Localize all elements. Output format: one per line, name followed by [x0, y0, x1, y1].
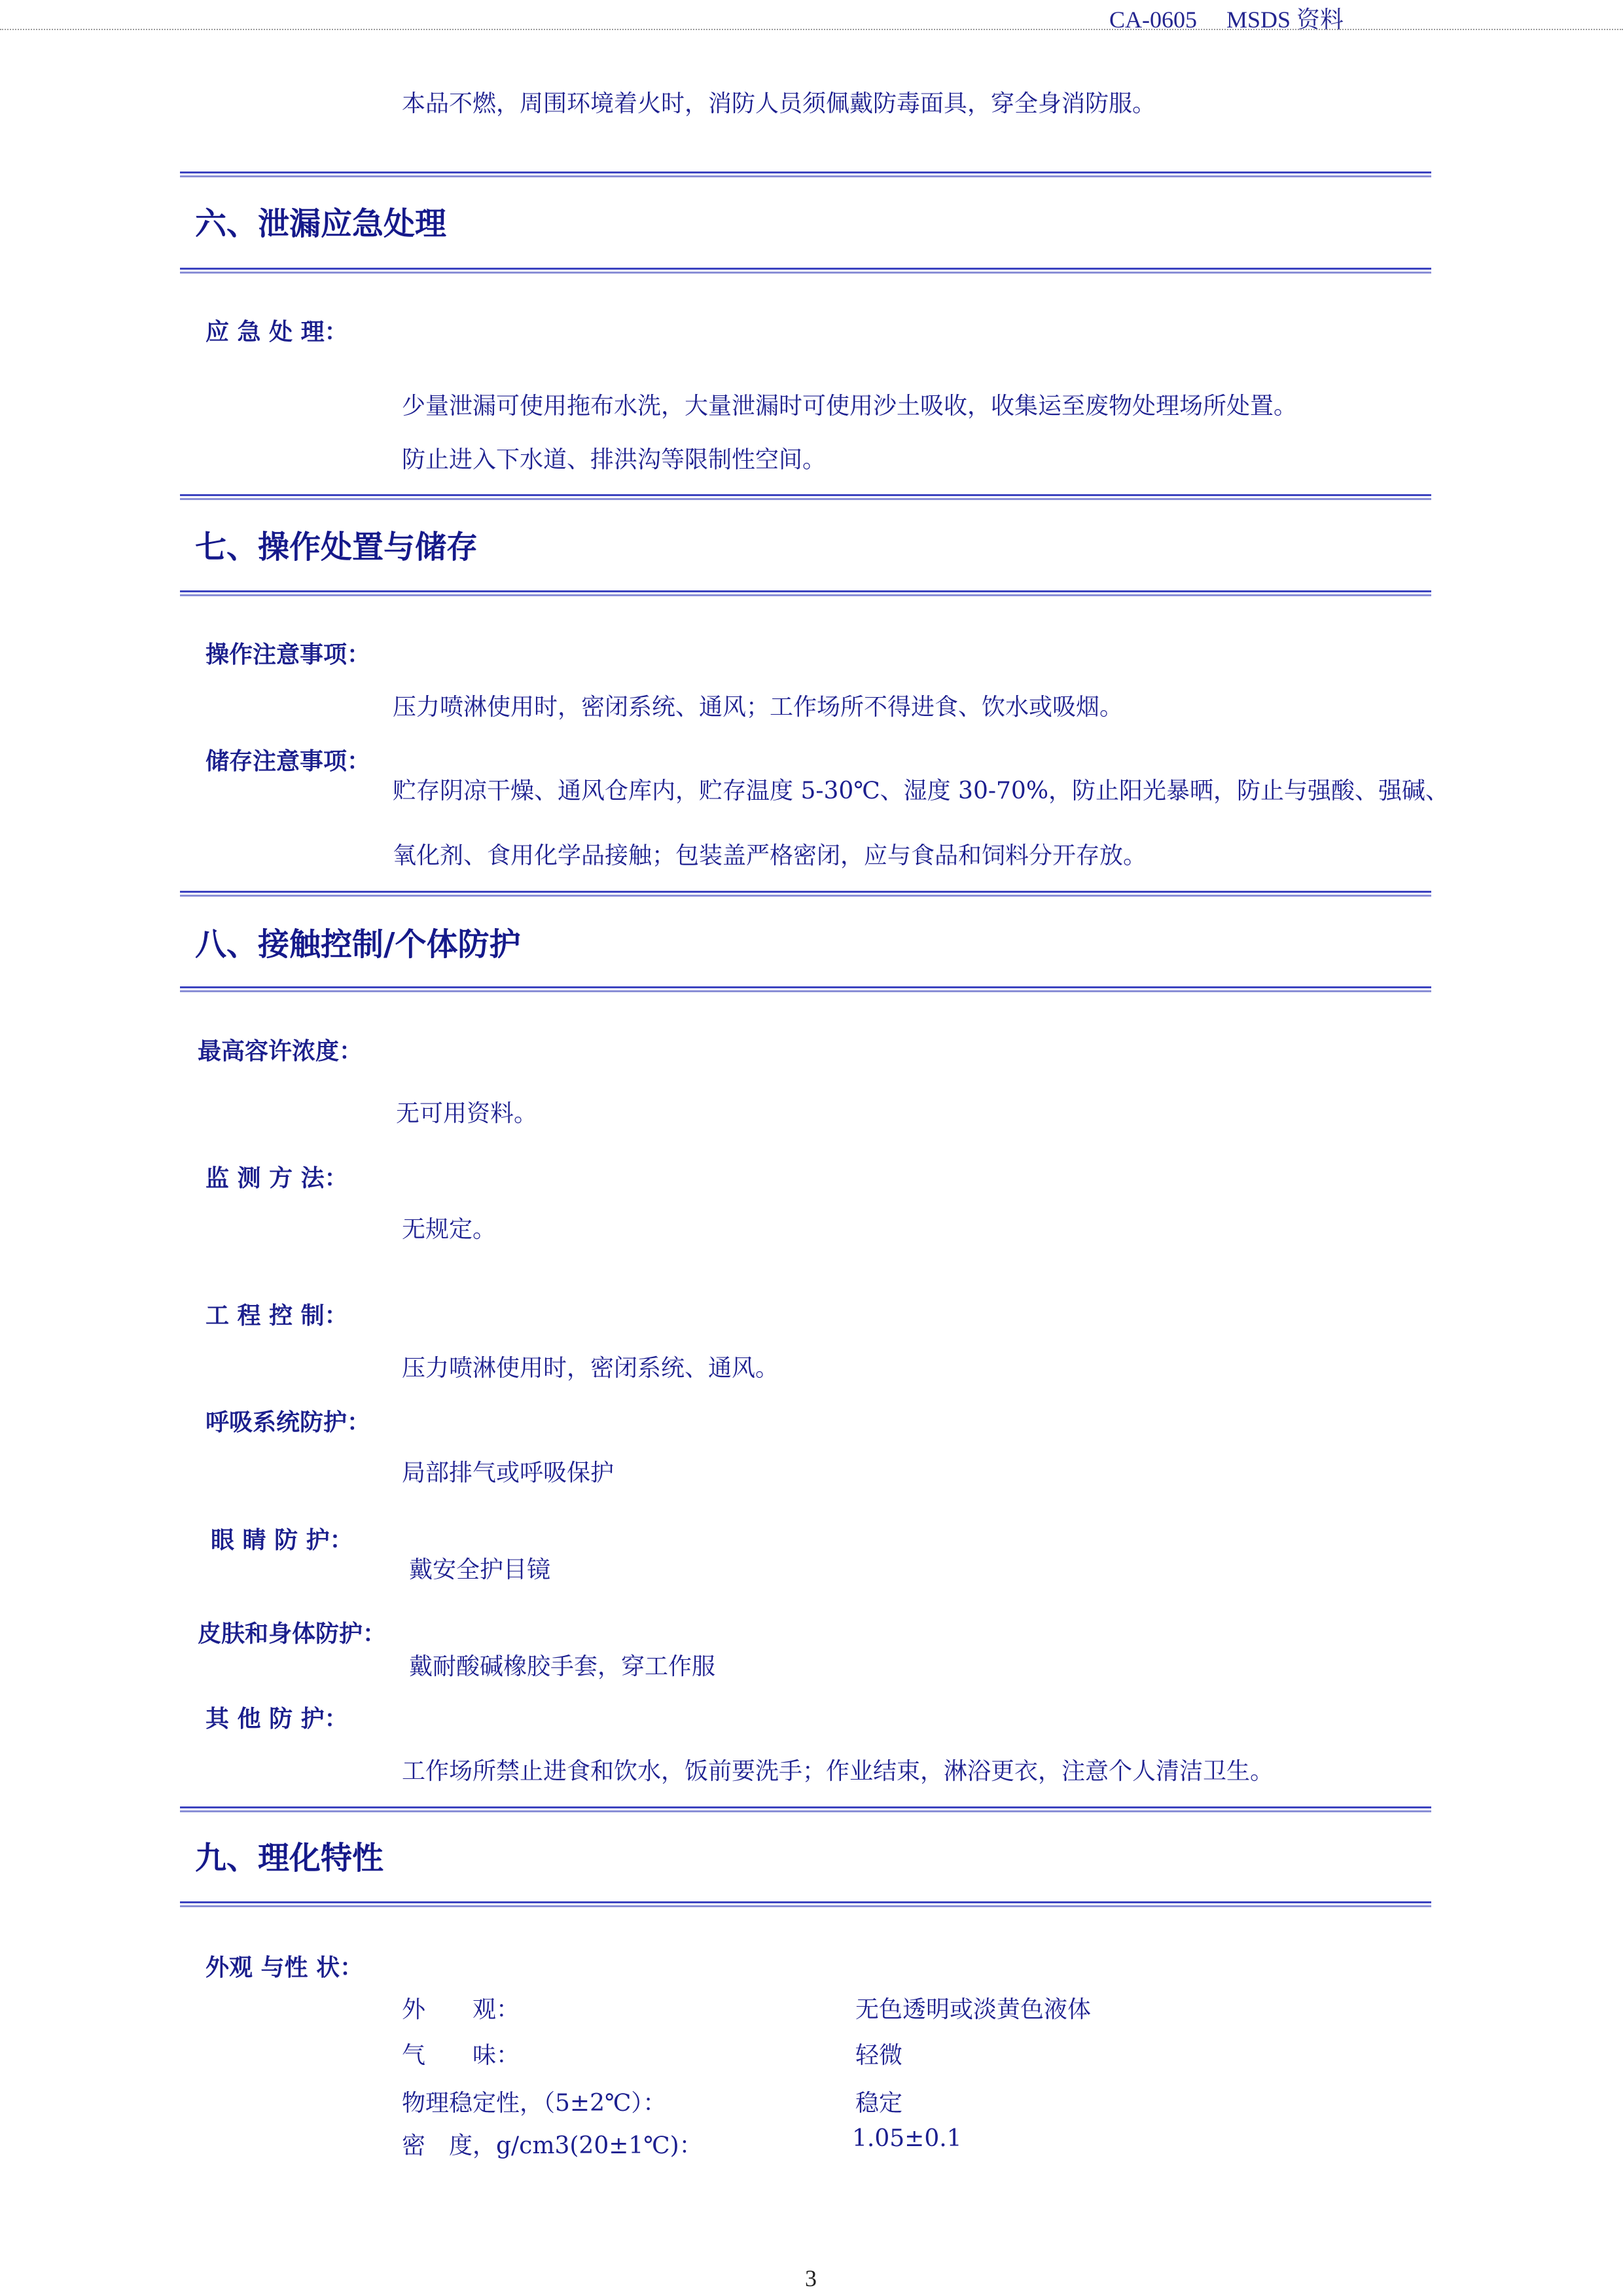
doc-type: MSDS 资料 [1226, 7, 1344, 33]
field-label: 其 他 防 护： [205, 1706, 348, 1732]
property-name: 气 味： [402, 2042, 520, 2069]
field-label: 应 急 处 理： [205, 319, 348, 346]
page-number: 3 [805, 2265, 817, 2291]
field-text: 少量泄漏可使用拖布水洗，大量泄漏时可使用沙土吸收，收集运至废物处理场所处置。 [402, 393, 1298, 420]
field-text: 氧化剂、食用化学品接触；包装盖严格密闭，应与食品和饲料分开存放。 [393, 842, 1147, 869]
property-name: 外 观： [402, 1996, 520, 2023]
field-text: 贮存阴凉干燥、通风仓库内，贮存温度 5-30℃、湿度 30-70%，防止阳光暴晒，防止与强酸、强碱、 [393, 778, 1450, 804]
field-label: 工 程 控 制： [205, 1302, 348, 1329]
field-text: 压力喷淋使用时，密闭系统、通风。 [402, 1355, 779, 1382]
section-rule [180, 891, 1431, 897]
field-text: 无规定。 [402, 1216, 497, 1243]
section-title-8: 八、接触控制/个体防护 [195, 926, 521, 963]
property-name: 物理稳定性，（5±2℃）： [402, 2090, 667, 2117]
property-value: 轻微 [855, 2042, 903, 2069]
section-rule [180, 1806, 1431, 1812]
property-value: 无色透明或淡黄色液体 [855, 1996, 1092, 2023]
field-label: 监 测 方 法： [205, 1165, 348, 1192]
property-value: 稳定 [855, 2090, 903, 2117]
property-name: 密 度，g/cm3(20±1℃)： [402, 2132, 703, 2159]
section-title-9: 九、理化特性 [195, 1840, 384, 1876]
section-rule [180, 494, 1431, 500]
section-rule [180, 268, 1431, 274]
field-label: 眼 睛 防 护： [211, 1527, 353, 1554]
field-label: 外观 与性 状： [205, 1954, 364, 1981]
field-text: 无可用资料。 [396, 1100, 538, 1127]
field-label: 储存注意事项： [205, 748, 371, 775]
field-text: 工作场所禁止进食和饮水，饭前要洗手；作业结束，淋浴更衣，注意个人清洁卫生。 [402, 1758, 1274, 1785]
field-label: 最高容许浓度： [198, 1038, 363, 1065]
section-title-7: 七、操作处置与储存 [195, 529, 478, 565]
section-rule [180, 171, 1431, 177]
section-rule [180, 1901, 1431, 1907]
doc-code: CA-0605 [1109, 7, 1197, 33]
field-label: 操作注意事项： [205, 641, 371, 668]
field-text: 戴耐酸碱橡胶手套，穿工作服 [409, 1653, 716, 1680]
field-label: 皮肤和身体防护： [198, 1621, 387, 1647]
field-text: 戴安全护目镜 [409, 1556, 551, 1583]
field-text: 局部排气或呼吸保护 [402, 1460, 615, 1486]
field-text: 压力喷淋使用时，密闭系统、通风；工作场所不得进食、饮水或吸烟。 [393, 694, 1124, 721]
header-divider [0, 29, 1623, 30]
field-text: 防止进入下水道、排洪沟等限制性空间。 [402, 446, 827, 473]
property-value: 1.05±0.1 [852, 2125, 962, 2152]
section-rule [180, 590, 1431, 596]
section-title-6: 六、泄漏应急处理 [195, 206, 447, 242]
field-label: 呼吸系统防护： [205, 1409, 371, 1436]
section-rule [180, 986, 1431, 992]
fire-fighting-note: 本品不燃，周围环境着火时，消防人员须佩戴防毒面具，穿全身消防服。 [402, 90, 1156, 117]
